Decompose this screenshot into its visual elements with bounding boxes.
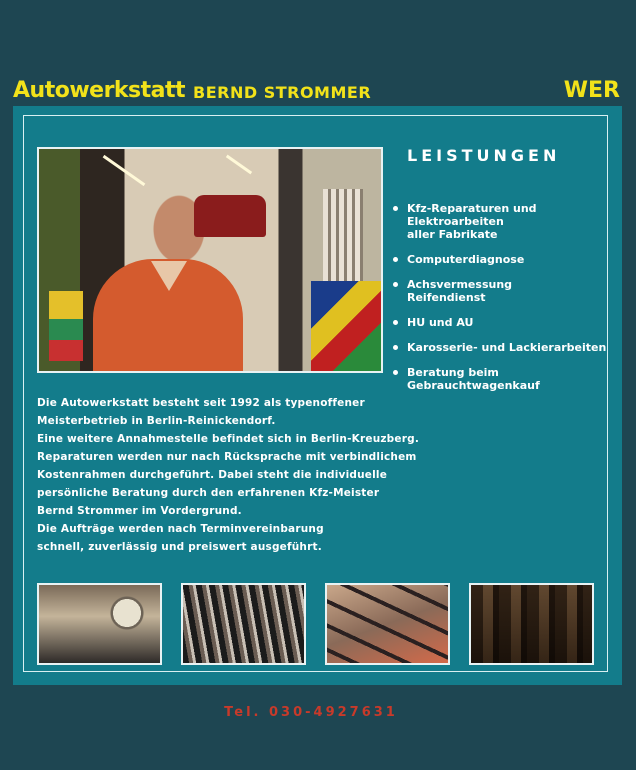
service-label: Kfz-Reparaturen und Elektroarbeiten bbox=[407, 202, 537, 228]
bullet-icon bbox=[393, 370, 398, 375]
car-on-lift bbox=[194, 195, 266, 237]
content-panel bbox=[13, 106, 622, 685]
bullet-icon bbox=[393, 320, 398, 325]
wall-art bbox=[311, 281, 381, 371]
brand-title: Autowerkstatt bbox=[13, 78, 186, 103]
brand-owner: BERND STROMMER bbox=[193, 83, 372, 102]
service-label-2: aller Fabrikate bbox=[407, 228, 498, 241]
service-item bbox=[393, 366, 613, 392]
thumbnail-gauge-photo bbox=[37, 583, 162, 665]
about-line: Die Aufträge werden nach Terminvereinbarung bbox=[37, 523, 324, 535]
ceiling-light bbox=[226, 155, 252, 175]
about-line: Kostenrahmen durchgeführt. Dabei steht die individuelle bbox=[37, 469, 388, 481]
about-line: Meisterbetrieb in Berlin-Reinickendorf. bbox=[37, 415, 276, 427]
about-line: Bernd Strommer im Vordergrund. bbox=[37, 505, 242, 517]
about-line: Die Autowerkstatt besteht seit 1992 als typenoffener bbox=[37, 397, 365, 409]
bullet-icon bbox=[393, 206, 398, 211]
thumbnail-belts-photo bbox=[181, 583, 306, 665]
service-label: Beratung beim Gebrauchtwagenkauf bbox=[407, 366, 540, 392]
phone-number: Tel. 030-4927631 bbox=[224, 705, 398, 720]
bullet-icon bbox=[393, 257, 398, 262]
service-label: Achsvermessung bbox=[407, 278, 513, 291]
brand-right-text: WER bbox=[563, 78, 620, 103]
about-line: schnell, zuverlässig und preiswert ausgeführt. bbox=[37, 541, 322, 553]
service-label: Karosserie- und Lackierarbeiten bbox=[407, 341, 607, 354]
service-item bbox=[393, 278, 613, 304]
mechanic-photo bbox=[37, 147, 383, 373]
service-label-2: Reifendienst bbox=[407, 291, 486, 304]
services-title: LEISTUNGEN bbox=[407, 146, 561, 165]
wall-art-left bbox=[49, 291, 83, 361]
service-item bbox=[393, 341, 613, 354]
service-item bbox=[393, 253, 613, 266]
about-line: Eine weitere Annahmestelle befindet sich in Berlin-Kreuzberg. bbox=[37, 433, 420, 445]
thumbnail-strip bbox=[37, 583, 597, 667]
about-line: persönliche Beratung durch den erfahrenen Kfz-Meister bbox=[37, 487, 380, 499]
service-item bbox=[393, 316, 613, 329]
site-header bbox=[0, 76, 636, 106]
services-list bbox=[393, 202, 613, 404]
about-text bbox=[37, 394, 420, 556]
ceiling-light bbox=[103, 155, 146, 186]
thumbnail-engine-photo bbox=[469, 583, 594, 665]
service-label: Computerdiagnose bbox=[407, 253, 525, 266]
service-item bbox=[393, 202, 613, 241]
thumbnail-tools-photo bbox=[325, 583, 450, 665]
service-label: HU und AU bbox=[407, 316, 474, 329]
bullet-icon bbox=[393, 345, 398, 350]
bullet-icon bbox=[393, 282, 398, 287]
about-line: Reparaturen werden nur nach Rücksprache mit verbindlichem bbox=[37, 451, 417, 463]
